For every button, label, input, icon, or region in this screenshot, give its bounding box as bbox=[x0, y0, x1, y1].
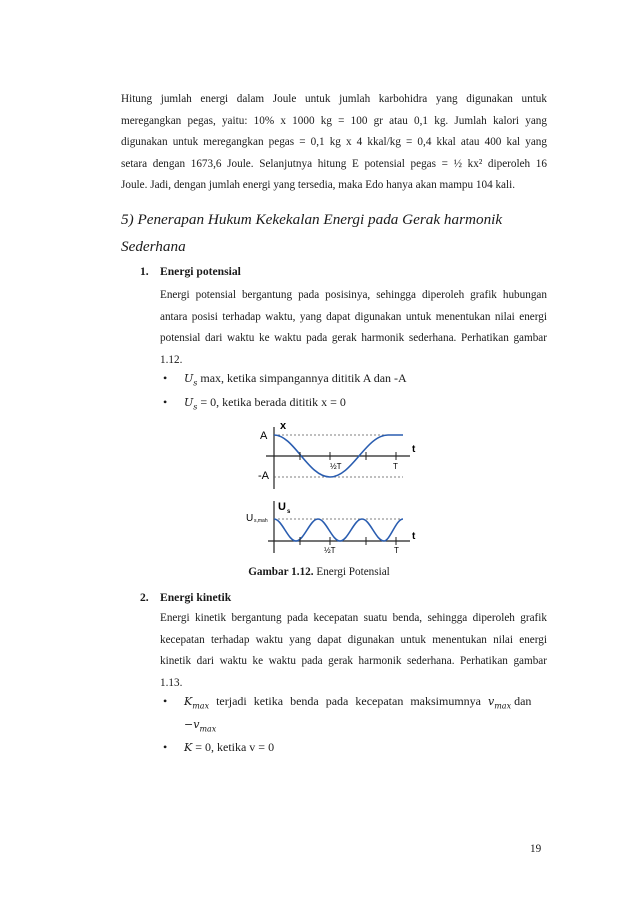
top-half-period-label: ½T bbox=[330, 462, 342, 471]
section-title-line: Sederhana bbox=[121, 238, 186, 255]
caption-text: Energi Potensial bbox=[313, 566, 390, 578]
figure-caption bbox=[0, 566, 638, 578]
intro-line: Hitung jumlah energi dalam Joule untuk jumlah karbohidra yang digunakan untuk bbox=[121, 93, 547, 105]
potential-line: Energi potensial bergantung pada posisinya, sehingga diperoleh grafik hubungan bbox=[160, 289, 547, 301]
bullet-text: dan bbox=[511, 694, 532, 708]
bottom-period-label: T bbox=[394, 546, 399, 555]
bullet-dot-icon: • bbox=[163, 371, 168, 385]
amplitude-label: A bbox=[260, 430, 268, 442]
kinetic-line: 1.13. bbox=[160, 676, 183, 689]
math-subscript: s bbox=[193, 402, 198, 412]
math-subscript: s bbox=[193, 378, 198, 388]
top-axis-x-label: t bbox=[412, 444, 416, 455]
potential-line: 1.12. bbox=[160, 353, 183, 366]
potential-energy-figure bbox=[238, 417, 423, 557]
top-period-label: T bbox=[393, 462, 398, 471]
intro-line: Joule. Jadi, dengan jumlah energi yang tersedia, maka Edo hanya akan mampu 104 kali. bbox=[121, 179, 516, 191]
bottom-max-subscript: s,mah bbox=[254, 518, 268, 524]
top-axis-y-label: x bbox=[280, 420, 287, 432]
kinetic-line: kinetik dari waktu ke waktu pada gerak harmonik sederhana. Perhatikan gambar bbox=[160, 655, 547, 667]
potential-bullet-max bbox=[163, 371, 407, 387]
math-subscript: max bbox=[494, 701, 512, 711]
intro-line: setara dengan 1673,6 Joule. Selanjutnya hitung E potensial pegas = ½ kx² diperoleh 16 bbox=[121, 157, 547, 170]
bullet-text: = 0, ketika berada dititik x = 0 bbox=[197, 395, 346, 409]
math-symbol: −v bbox=[184, 718, 200, 731]
math-symbol: U bbox=[184, 372, 194, 385]
bullet-dot-icon: • bbox=[163, 395, 168, 409]
bottom-axis-y-label: U bbox=[278, 501, 286, 513]
potential-energy-curve bbox=[274, 519, 403, 541]
kinetic-bullet-max-continued bbox=[184, 717, 216, 733]
math-symbol: K bbox=[184, 695, 193, 708]
bottom-axis-x-label: t bbox=[412, 531, 416, 542]
bullet-dot-icon: • bbox=[163, 694, 168, 708]
kinetic-number: 2. bbox=[140, 591, 149, 604]
math-subscript: max bbox=[199, 724, 217, 734]
bullet-dot-icon: • bbox=[163, 740, 168, 754]
kinetic-bullet-max bbox=[163, 694, 550, 710]
bullet-text: = 0, ketika v = 0 bbox=[192, 740, 275, 754]
potential-title: Energi potensial bbox=[160, 265, 241, 278]
intro-line: digunakan untuk meregangkan pegas = 0,1 kg x 4 kkal/kg = 0,4 kkal atau 400 kal yang bbox=[121, 136, 547, 148]
potential-paragraph bbox=[160, 285, 547, 371]
math-subscript: max bbox=[192, 701, 210, 711]
intro-paragraph bbox=[121, 89, 547, 197]
potential-heading bbox=[140, 265, 241, 278]
kinetic-bullet-zero bbox=[163, 740, 274, 755]
kinetic-line: Energi kinetik bergantung pada kecepatan suatu benda, sehingga diperoleh grafik bbox=[160, 612, 547, 624]
section-title bbox=[121, 206, 551, 260]
kinetic-heading bbox=[140, 591, 231, 604]
math-symbol: K bbox=[184, 741, 193, 754]
potential-bullet-zero bbox=[163, 395, 346, 411]
potential-line: potensial dari waktu ke waktu pada gerak harmonik sederhana. Perhatikan gambar bbox=[160, 332, 547, 344]
intro-line: meregangkan pegas, yaitu: 10% x 1000 kg = 100 gr atau 0,1 kg. Jumlah kalori yang bbox=[121, 114, 547, 127]
kinetic-paragraph bbox=[160, 608, 547, 694]
math-symbol: v bbox=[488, 695, 495, 708]
bottom-max-label: U bbox=[246, 513, 254, 524]
caption-label: Gambar 1.12. bbox=[248, 566, 314, 578]
bottom-axis-y-subscript: s bbox=[287, 509, 291, 515]
math-symbol: U bbox=[184, 396, 194, 409]
page-number: 19 bbox=[530, 843, 542, 855]
bottom-half-period-label: ½T bbox=[324, 546, 336, 555]
section-title-line: 5) Penerapan Hukum Kekekalan Energi pada Gerak harmonik bbox=[121, 211, 503, 228]
kinetic-line: kecepatan terhadap waktu yang dapat digunakan untuk menentukan nilai energi bbox=[160, 633, 547, 646]
bullet-text: terjadi ketika benda pada kecepatan maksimumnya bbox=[209, 694, 488, 708]
potential-line: antara posisi terhadap waktu, yang dapat digunakan untuk menentukan nilai energi bbox=[160, 310, 547, 323]
negative-amplitude-label: -A bbox=[258, 470, 269, 482]
kinetic-title: Energi kinetik bbox=[160, 591, 232, 604]
bullet-text: max, ketika simpangannya dititik A dan -A bbox=[197, 371, 407, 385]
potential-number: 1. bbox=[140, 265, 149, 278]
